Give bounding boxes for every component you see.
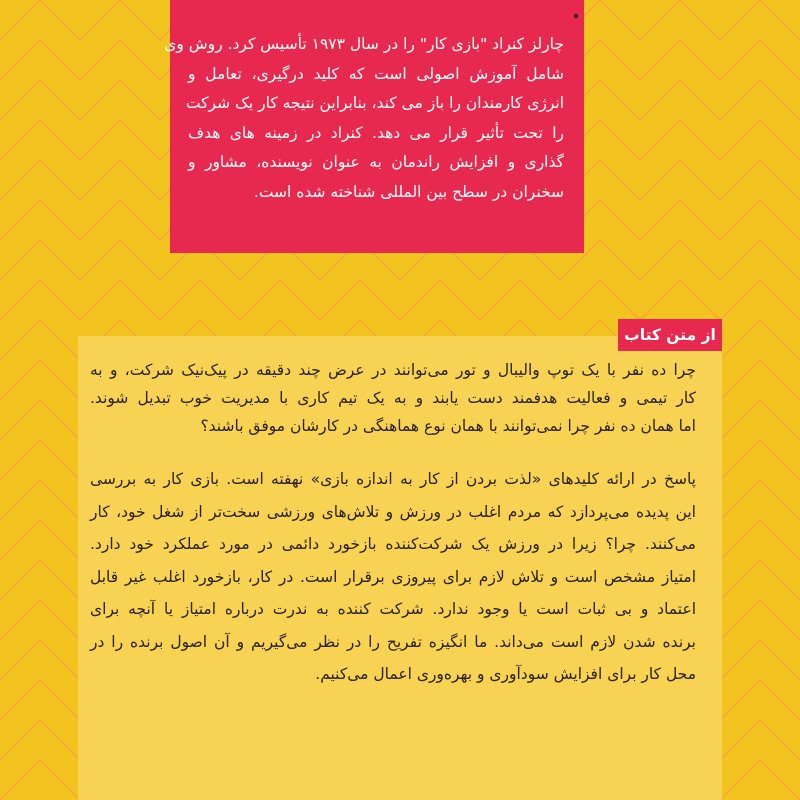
excerpt-line: برنده شدن لازم است می‌داند. ما انگیزه تفریح را در نظر می‌گیریم و آن اصول برنده را در bbox=[90, 632, 696, 651]
bio-line: را تحت تأثیر قرار می دهد. کنراد در زمینه های هدف bbox=[188, 123, 564, 142]
book-excerpt-box bbox=[78, 336, 722, 800]
photo-corner-mark bbox=[574, 14, 578, 18]
excerpt-paragraph-1 bbox=[90, 356, 696, 440]
excerpt-line: محل کار برای افزایش سودآوری و بهره‌وری اعمال می‌کنیم. bbox=[315, 665, 696, 683]
excerpt-line: اما همان ده نفر چرا نمی‌توانند با همان نوع هماهنگی در کارشان موفق باشند؟ bbox=[200, 417, 696, 435]
bio-line: سخنران در سطح بین المللی شناخته شده است. bbox=[253, 182, 564, 201]
bio-line: انرژی کارمندان را باز می کند، بنابراین نتیجه کار یک شرکت bbox=[185, 94, 564, 112]
excerpt-line: امتیاز مشخص است و تلاش لازم برای پیروزی برقرار است. در کار، بازخورد اغلب غیر قابل bbox=[90, 567, 696, 586]
excerpt-line: کار تیمی و فعالیت هدفمند دست یابند و به یک تیم کاری با مدیریت خوب تبدیل شوند. bbox=[90, 389, 696, 407]
excerpt-paragraph-2 bbox=[90, 463, 696, 691]
excerpt-line: چرا ده نفر با یک توپ والیبال و تور می‌توانند در عرض چند دقیقه در پیک‌نیک شرکت، و به bbox=[90, 361, 696, 379]
author-bio-box bbox=[164, 0, 584, 253]
excerpt-line: پاسخ در ارائه کلیدهای «لذت بردن از کار به اندازه بازی» نهفته است. بازی کار به بررسی bbox=[90, 470, 696, 488]
pattern-zigzag bbox=[0, 280, 800, 320]
excerpt-line: این پدیده می‌پردازد که مردم اغلب در ورزش و تلاش‌های ورزشی سخت‌تر از شغل خود، کار bbox=[90, 502, 696, 521]
paragraph-spacer bbox=[90, 440, 696, 463]
bio-line: چارلز کنراد "بازی کار" را در سال ۱۹۷۳ تأسیس کرد. روش وی bbox=[164, 35, 564, 53]
excerpt-line: اعتماد و بی ثبات است یا وجود ندارد. شرکت کننده به ندرت درباره امتیاز یا آنچه برای bbox=[90, 600, 696, 618]
excerpt-line: می‌کنند. چرا؟ زیرا در ورزش یک شرکت‌کننده بازخورد دائمی در مورد عملکرد خود دارد. bbox=[90, 535, 696, 553]
bio-line: گذاری و افزایش راندمان به عنوان نویسنده، مشاور و bbox=[188, 153, 564, 171]
excerpt-label: از متن کتاب bbox=[618, 319, 722, 351]
bio-line: شامل آموزش اصولی است که کلید درگیری، تعامل و bbox=[188, 64, 564, 83]
